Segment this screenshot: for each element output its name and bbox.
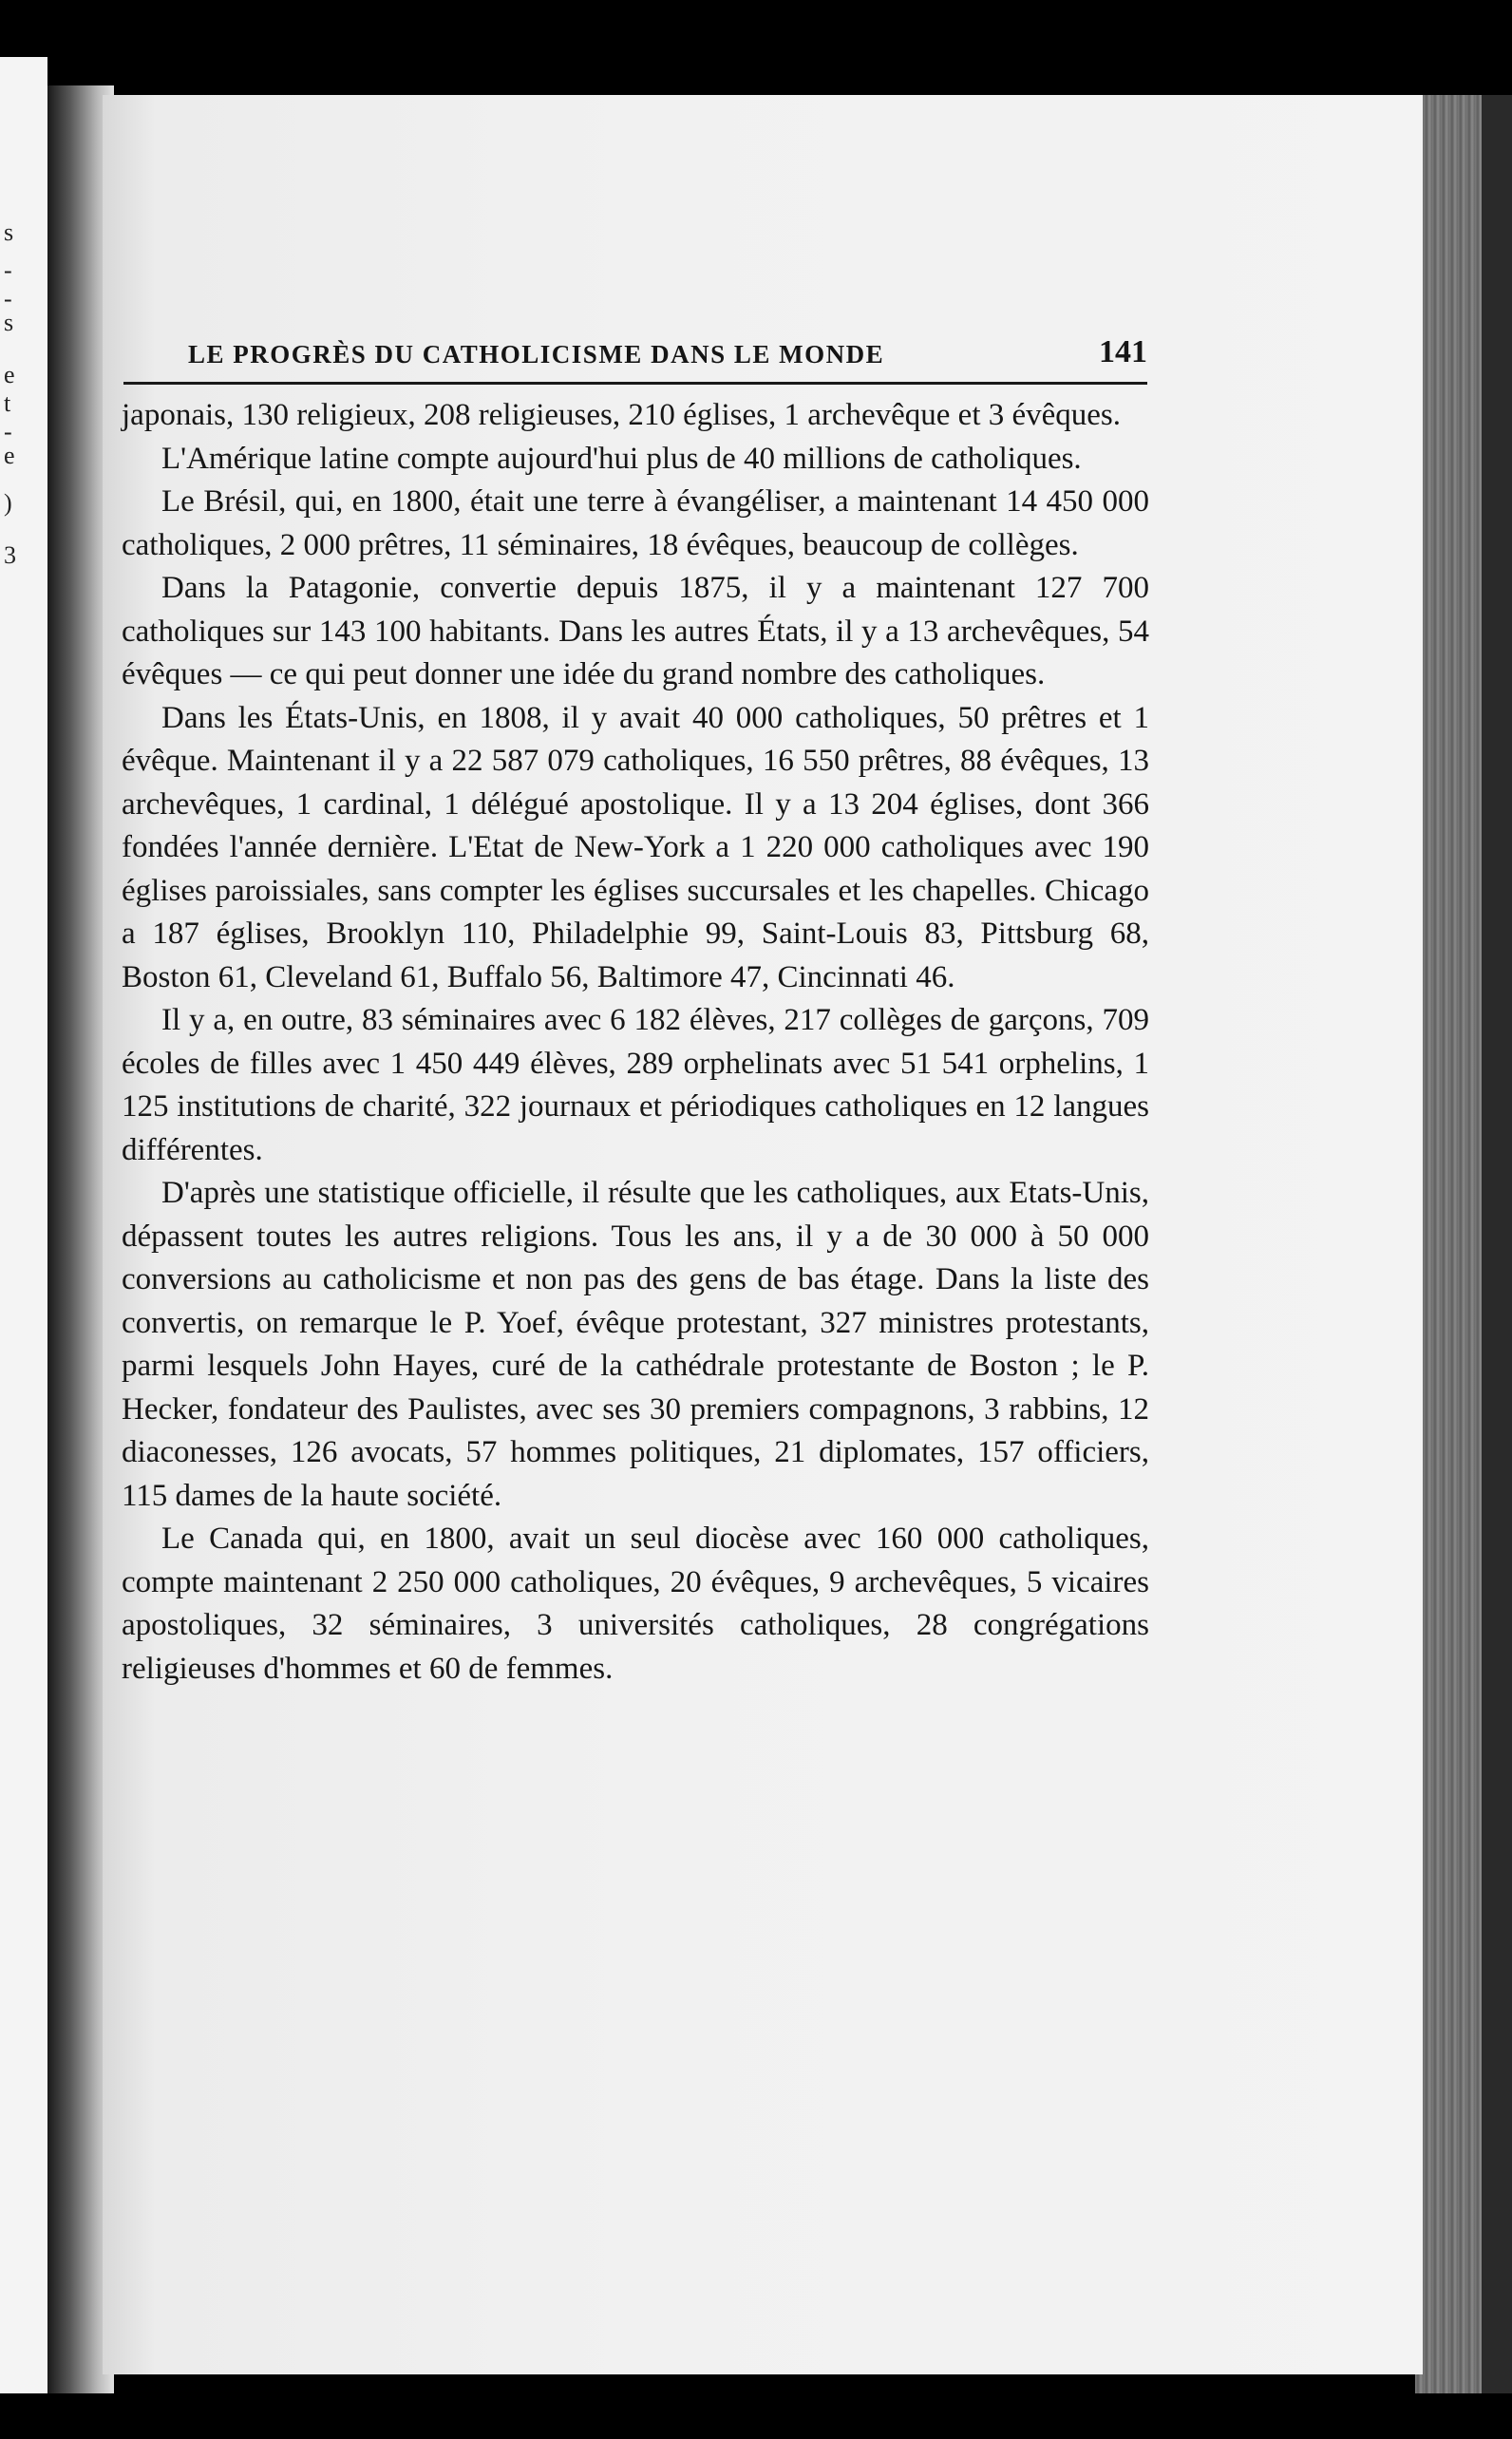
paragraph: Le Canada qui, en 1800, avait un seul diocèse avec 160 000 catholiques, compte maintenant 2 250 000 catholiques, 20 évêques, 9 archevêques, 5 vicaires apostoliques, 32 séminaires, 3 universités catholiques, 28 congrégations religieuses d'hommes et 60 de femmes. [122, 1522, 1149, 1686]
margin-mark: 3 [4, 541, 16, 569]
margin-mark: e [4, 361, 15, 388]
header-rule [123, 382, 1147, 385]
paragraph: L'Amérique latine compte aujourd'hui plus de 40 millions de catholiques. [161, 441, 1082, 476]
book-cover-edge [1482, 95, 1512, 2393]
paragraph: japonais, 130 religieux, 208 religieuses, 210 églises, 1 archevêque et 3 évêques. [122, 398, 1122, 432]
margin-mark: - [4, 418, 12, 445]
margin-mark: t [4, 389, 11, 417]
body-text [122, 394, 1149, 1691]
margin-mark: - [4, 285, 12, 312]
facing-page-edge [0, 57, 47, 2393]
margin-mark: s [4, 218, 14, 246]
paragraph: Il y a, en outre, 83 séminaires avec 6 182 élèves, 217 collèges de garçons, 709 écoles de filles avec 1 450 449 élèves, 289 orphelinats avec 51 541 orphelins, 1 125 institutions de charité, 322 journaux et périodiques catholiques en 12 langues différentes. [122, 1003, 1149, 1167]
running-title: LE PROGRÈS DU CATHOLICISME DANS LE MONDE [188, 340, 885, 369]
margin-mark: e [4, 442, 15, 469]
paragraph: Dans les États-Unis, en 1808, il y avait 40 000 catholiques, 50 prêtres et 1 évêque. Maintenant il y a 22 587 079 catholiques, 16 550 prêtres, 88 évêques, 13 archevêques, 1 cardinal, 1 délégué apostolique. Il y a 13 204 églises, dont 366 fondées l'année dernière. L'Etat de New-York a 1 220 000 catholiques avec 190 églises paroissiales, sans compter les églises succursales et les chapelles. Chicago a 187 églises, Brooklyn 110, Philadelphie 99, Saint-Louis 83, Pittsburg 68, Boston 61, Cleveland 61, Buffalo 56, Baltimore 47, Cincinnati 46. [122, 700, 1149, 994]
paragraph: Dans la Patagonie, convertie depuis 1875, il y a maintenant 127 700 catholiques sur 143 100 habitants. Dans les autres États, il y a 13 archevêques, 54 évêques — ce qui peut donner une idée du grand nombre des catholiques. [122, 571, 1149, 691]
page-number: 141 [1099, 334, 1147, 369]
margin-mark: ) [4, 489, 12, 517]
margin-mark: s [4, 309, 14, 336]
running-head [188, 332, 1147, 389]
paragraph: D'après une statistique officielle, il résulte que les catholiques, aux Etats-Unis, dépassent toutes les autres religions. Tous les ans, il y a de 30 000 à 50 000 conversions au catholicisme et non pas des gens de bas étage. Dans la liste des convertis, on remarque le P. Yoef, évêque protestant, 327 ministres protestants, parmi lesquels John Hayes, curé de la cathédrale protestante de Boston ; le P. Hecker, fondateur des Paulistes, avec ses 30 premiers compagnons, 3 rabbins, 12 diaconesses, 126 avocats, 57 hommes politiques, 21 diplomates, 157 officiers, 115 dames de la haute société. [122, 1176, 1149, 1513]
book-page [103, 95, 1423, 2374]
paragraph: Le Brésil, qui, en 1800, était une terre à évangéliser, a maintenant 14 450 000 catholiques, 2 000 prêtres, 11 séminaires, 18 évêques, beaucoup de collèges. [122, 484, 1149, 562]
margin-mark: - [4, 256, 12, 284]
